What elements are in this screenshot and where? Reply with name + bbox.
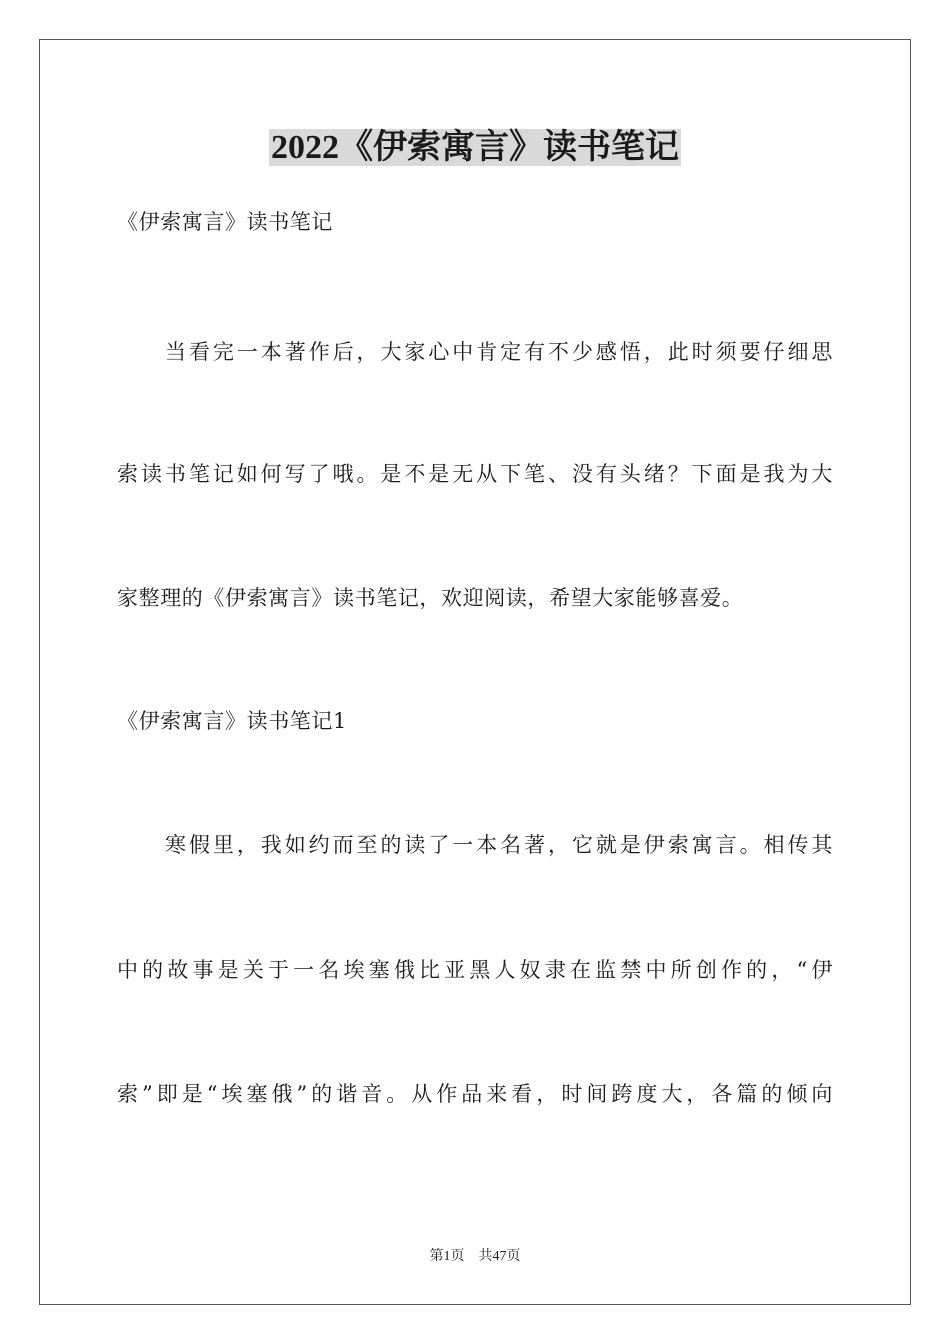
paragraph-line: 中的故事是关于一名埃塞俄比亚黑人奴隶在监禁中所创作的，“伊 (117, 958, 833, 982)
paragraph-line: 寒假里，我如约而至的读了一本名著，它就是伊索寓言。相传其 (165, 833, 833, 857)
section-heading: 《伊索寓言》读书笔记 (117, 210, 333, 234)
paragraph-line: 家整理的《伊索寓言》读书笔记，欢迎阅读，希望大家能够喜爱。 (117, 586, 744, 610)
paragraph-line: 索”即是“埃塞俄”的谐音。从作品来看，时间跨度大，各篇的倾向 (117, 1082, 833, 1106)
document-title-text: 2022《伊索寓言》读书笔记 (271, 129, 679, 166)
section-heading: 《伊索寓言》读书笔记1 (117, 709, 347, 733)
page-footer: 第1页 共47页 (429, 1249, 521, 1264)
document-title (0, 124, 950, 172)
paragraph-line: 索读书笔记如何写了哦。是不是无从下笔、没有头绪？下面是我为大 (117, 462, 833, 486)
paragraph-line: 当看完一本著作后，大家心中肯定有不少感悟，此时须要仔细思 (165, 340, 833, 364)
